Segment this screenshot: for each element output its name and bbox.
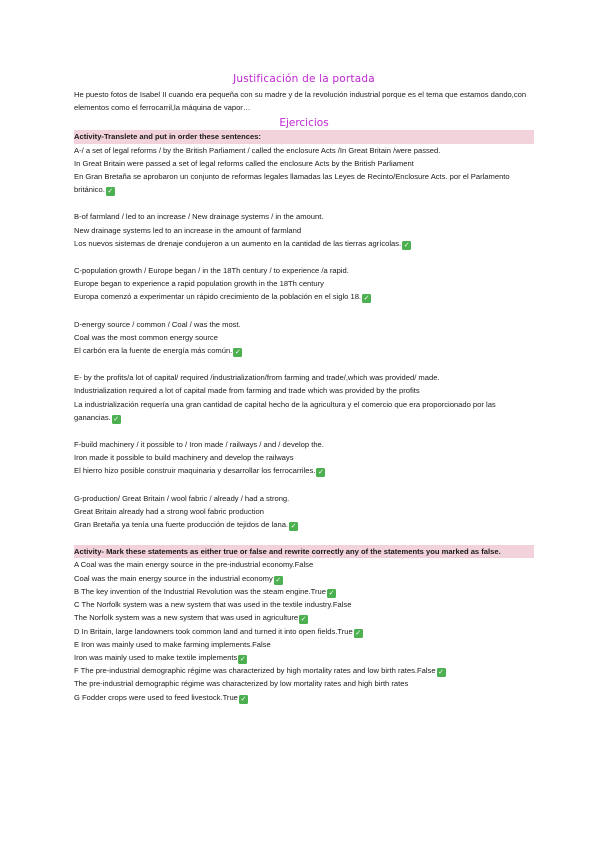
- document-page: [74, 72, 534, 704]
- statement-line: G Fodder crops were used to feed livestock.True ✓: [74, 692, 247, 703]
- check-mark-icon: ✓: [107, 187, 114, 196]
- check-mark-icon: ✓: [113, 414, 120, 423]
- statement-line: E Iron was mainly used to make farming implements.False: [74, 639, 271, 649]
- activity-2-section: [74, 545, 534, 703]
- check-mark-icon: ✓: [363, 294, 370, 303]
- exercise-prompt: D-energy source / common / Coal / was the most.: [74, 319, 241, 329]
- exercise-english: Coal was the most common energy source: [74, 332, 218, 342]
- exercise-prompt: A-/ a set of legal reforms / by the British Parliament / called the enclosure Acts /In Great Britain /were passed.: [74, 145, 441, 155]
- check-mark-icon: ✓: [239, 654, 246, 663]
- exercise-english: Great Britain already had a strong wool fabric production: [74, 506, 264, 516]
- intro-paragraph: He puesto fotos de Isabel II cuando era pequeña con su madre y de la revolución industrial porque es el tema que estamos dando,con elementos como el ferrocarril,la máquina de vapor…: [74, 90, 527, 113]
- check-mark-icon: ✓: [290, 522, 297, 531]
- check-mark-icon: ✓: [275, 575, 282, 584]
- statement-line: C The Norfolk system was a new system that was used in the textile industry.False: [74, 600, 352, 610]
- exercise-prompt: C-population growth / Europe began / in the 18Th century / to experience /a rapid.: [74, 266, 349, 276]
- exercise-item-g: [74, 492, 534, 532]
- statement-line: The pre-industrial demographic régime was characterized by low mortality rates and high birth rates: [74, 679, 409, 689]
- statement-line: B The key invention of the Industrial Revolution was the steam engine.True ✓: [74, 586, 335, 597]
- activity-1-section: [74, 130, 534, 531]
- statement-line: D In Britain, large landowners took common land and turned it into open fields.True ✓: [74, 626, 362, 637]
- exercise-item-a: [74, 144, 534, 197]
- exercise-prompt: F-build machinery / it possible to / Iron made / railways / and / develop the.: [74, 440, 324, 450]
- true-false-list: [74, 558, 534, 703]
- exercise-item-f: [74, 438, 534, 478]
- exercise-spanish: En Gran Bretaña se aprobaron un conjunto de reformas legales llamadas las Leyes de Recinto/Enclosure Acts. por el Parlamento británico. ✓: [74, 172, 510, 196]
- exercise-spanish: Gran Bretaña ya tenía una fuerte producción de tejidos de lana. ✓: [74, 520, 297, 531]
- check-mark-icon: ✓: [234, 348, 241, 357]
- exercise-spanish: La industrialización requería una gran cantidad de capital hecho de la agricultura y el comercio que era proporcionado por las ganancias. ✓: [74, 399, 496, 423]
- exercise-spanish: El carbón era la fuente de energía más común. ✓: [74, 346, 241, 357]
- check-mark-icon: ✓: [403, 240, 410, 249]
- exercise-item-b: [74, 210, 534, 250]
- activity-1-heading: Activity-Translete and put in order these sentences:: [74, 130, 534, 143]
- exercise-english: Europe began to experience a rapid population growth in the 18Th century: [74, 279, 324, 289]
- exercises-heading: Ejercicios: [279, 117, 329, 130]
- exercise-prompt: B-of farmland / led to an increase / New drainage systems / in the amount.: [74, 212, 324, 222]
- exercise-spanish: Los nuevos sistemas de drenaje condujeron a un aumento en la cantidad de las tierras agrícolas. ✓: [74, 238, 410, 249]
- exercise-item-e: [74, 371, 534, 424]
- check-mark-icon: ✓: [317, 468, 324, 477]
- document-title: Justificación de la portada: [233, 73, 375, 85]
- check-mark-icon: ✓: [240, 694, 247, 703]
- check-mark-icon: ✓: [438, 668, 445, 677]
- check-mark-icon: ✓: [328, 588, 335, 597]
- statement-line: A Coal was the main energy source in the pre-industrial economy.False: [74, 560, 314, 570]
- statement-line: Coal was the main energy source in the industrial economy ✓: [74, 573, 282, 584]
- statement-line: Iron was mainly used to make textile implements ✓: [74, 652, 246, 663]
- exercise-english: In Great Britain were passed a set of legal reforms called the enclosure Acts by the British Parliament: [74, 158, 414, 168]
- statement-line: The Norfolk system was a new system that was used in agriculture ✓: [74, 613, 307, 624]
- exercise-prompt: E- by the profits/a lot of capital/ required /industrialization/from farming and trade/,which was provided/ made.: [74, 373, 440, 383]
- exercise-item-d: [74, 318, 534, 358]
- exercise-prompt: G-production/ Great Britain / wool fabric / already / had a strong.: [74, 493, 290, 503]
- check-mark-icon: ✓: [355, 628, 362, 637]
- check-mark-icon: ✓: [300, 615, 307, 624]
- statement-line: F The pre-industrial demographic régime was characterized by high mortality rates and low birth rates.False ✓: [74, 666, 445, 677]
- exercise-item-c: [74, 264, 534, 304]
- exercise-spanish: Europa comenzó a experimentar un rápido crecimiento de la población en el siglo 18. ✓: [74, 292, 370, 303]
- exercise-english: Industrialization required a lot of capital made from farming and trade which was provided by the profits: [74, 386, 420, 396]
- exercise-spanish: El hierro hizo posible construir maquinaria y desarrollar los ferrocarriles. ✓: [74, 466, 324, 477]
- exercise-english: Iron made it possible to build machinery and develop the railways: [74, 453, 294, 463]
- exercise-english: New drainage systems led to an increase in the amount of farmland: [74, 225, 302, 235]
- activity-2-heading: Activity- Mark these statements as either true or false and rewrite correctly any of the statements you marked as false.: [74, 545, 534, 558]
